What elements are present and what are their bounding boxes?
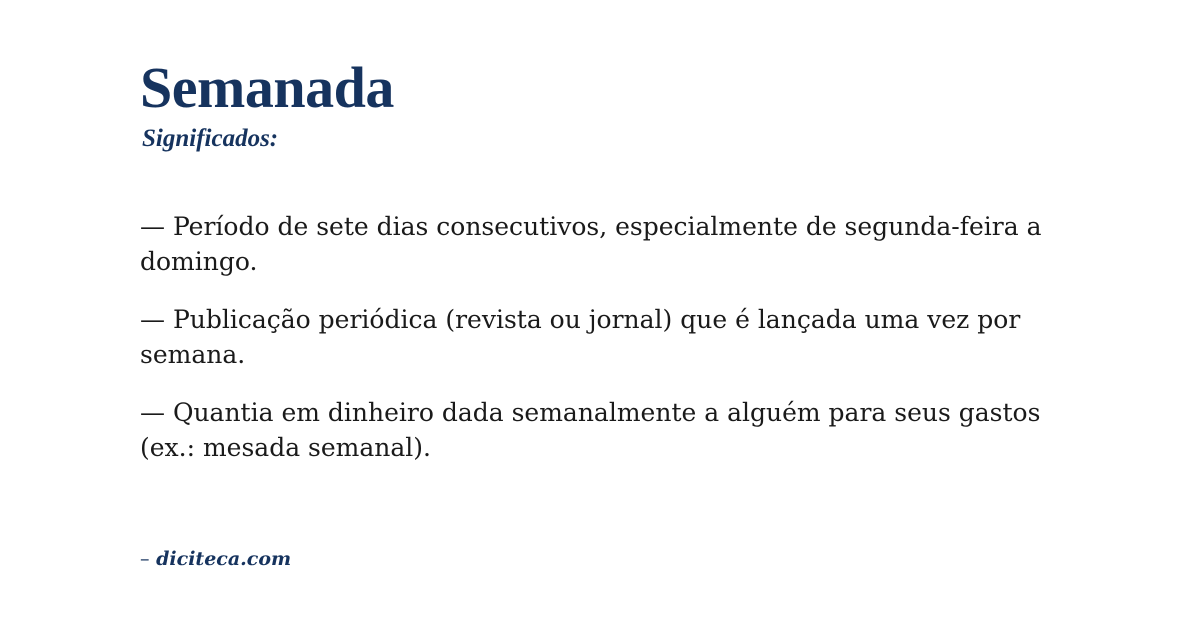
list-item (140, 209, 1060, 280)
source-attribution (140, 548, 291, 570)
page-title: Semanada (140, 55, 394, 120)
definition-text: Período de sete dias consecutivos, especialmente de segunda-feira a domingo. (140, 211, 1042, 277)
bullet-dash: — (140, 304, 165, 334)
bullet-dash: — (140, 211, 165, 241)
meanings-label: Significados: (142, 124, 279, 152)
definition-text: Quantia em dinheiro dada semanalmente a alguém para seus gastos (ex.: mesada semanal). (140, 397, 1041, 463)
bullet-dash: — (140, 397, 165, 427)
source-dash: – (140, 548, 150, 570)
definitions-list (140, 209, 1060, 466)
source-name: diciteca.com (156, 548, 292, 570)
definition-text: Publicação periódica (revista ou jornal) que é lançada uma vez por semana. (140, 304, 1021, 370)
list-item (140, 395, 1060, 466)
list-item (140, 302, 1060, 373)
